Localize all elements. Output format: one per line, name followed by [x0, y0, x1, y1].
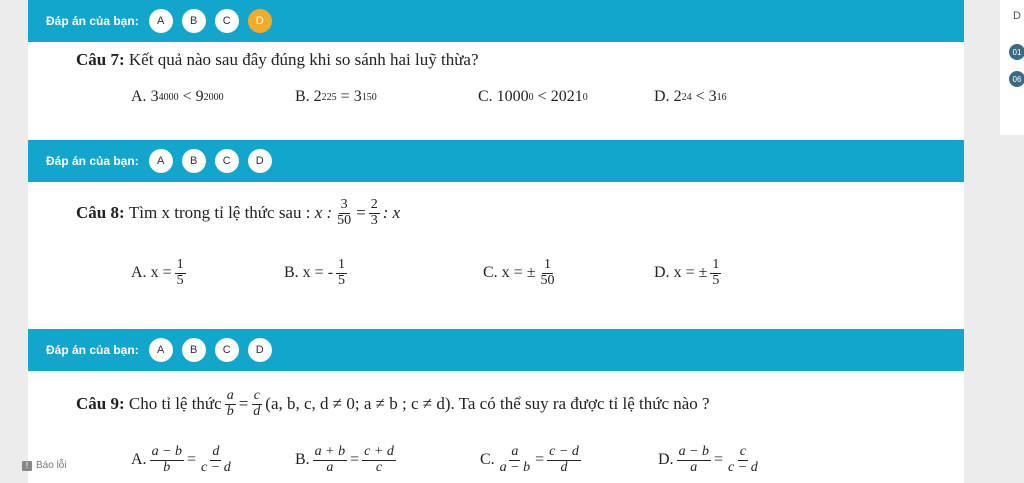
q9-answer-d: D. $\frac{a - b}{a}$ = $\frac{c}{c - d}$: [658, 444, 758, 475]
option-b-button[interactable]: B: [182, 149, 206, 173]
question-9-title: Câu 9:: [76, 394, 125, 414]
question-9: Câu 9: Cho tỉ lệ thức $\frac{a}{b}$ = $\frac{c}{d}$ (a, b, c, d ≠ 0; a ≠ b ; c ≠ d). Ta có thể suy ra được tỉ lệ thức nào ?: [76, 388, 710, 419]
answer-bar-2: [28, 140, 964, 182]
question-7-text: Kết quả nào sau đây đúng khi so sánh hai luỹ thừa?: [128, 50, 479, 69]
q8-answer-c: C. x = ± $\frac{1}{50}$: [483, 257, 555, 288]
report-label: Báo lỗi: [36, 460, 67, 471]
option-b-button[interactable]: B: [182, 9, 206, 33]
answer-bar-3: [28, 329, 964, 371]
q9-answer-b: B. $\frac{a + b}{a}$ = $\frac{c + d}{c}$: [295, 444, 394, 475]
flag-icon: !: [22, 461, 32, 471]
q8-answer-d: D. x = ± $\frac{1}{5}$: [654, 257, 720, 288]
option-d-button[interactable]: D: [248, 9, 272, 33]
answer-label: Đáp án của bạn:: [46, 14, 139, 28]
question-7: [76, 50, 479, 70]
question-8-text: Tìm x trong tỉ lệ thức sau :: [128, 203, 311, 223]
option-a-button[interactable]: A: [149, 9, 173, 33]
badge-01[interactable]: 01: [1009, 44, 1024, 60]
q8-answer-a: A. x = $\frac{1}{5}$: [131, 257, 184, 288]
question-7-title: Câu 7:: [76, 50, 125, 69]
option-c-button[interactable]: C: [215, 149, 239, 173]
report-error-button[interactable]: [22, 460, 67, 471]
q7-answer-b: B. 2 225 = 3 150: [295, 88, 377, 105]
option-a-button[interactable]: A: [149, 338, 173, 362]
option-b-button[interactable]: B: [182, 338, 206, 362]
q9-answer-c: C. $\frac{a}{a - b}$ = $\frac{c - d}{d}$: [480, 444, 579, 475]
side-letter: D: [1013, 10, 1021, 22]
option-d-button[interactable]: D: [248, 338, 272, 362]
q8-answer-b: B. x = - $\frac{1}{5}$: [284, 257, 346, 288]
question-8: Câu 8: Tìm x trong tỉ lệ thức sau : x : $\frac{3}{50}$ = $\frac{2}{3}$ : x: [76, 197, 401, 228]
answer-label: Đáp án của bạn:: [46, 154, 139, 168]
question-8-title: Câu 8:: [76, 203, 125, 223]
q7-answer-d: D. 2 24 < 3 16: [654, 88, 727, 105]
option-d-button[interactable]: D: [248, 149, 272, 173]
badge-06[interactable]: 06: [1009, 71, 1024, 87]
option-c-button[interactable]: C: [215, 9, 239, 33]
answer-bar-1: [28, 0, 964, 42]
q9-answer-a: A. $\frac{a - b}{b}$ = $\frac{d}{c - d}$: [131, 444, 231, 475]
q7-answer-a: A. 3 4000 < 9 2000: [131, 88, 224, 105]
option-c-button[interactable]: C: [215, 338, 239, 362]
option-a-button[interactable]: A: [149, 149, 173, 173]
answer-label: Đáp án của bạn:: [46, 343, 139, 357]
q7-answer-c: C. 1000 0 < 2021 0: [478, 88, 588, 105]
